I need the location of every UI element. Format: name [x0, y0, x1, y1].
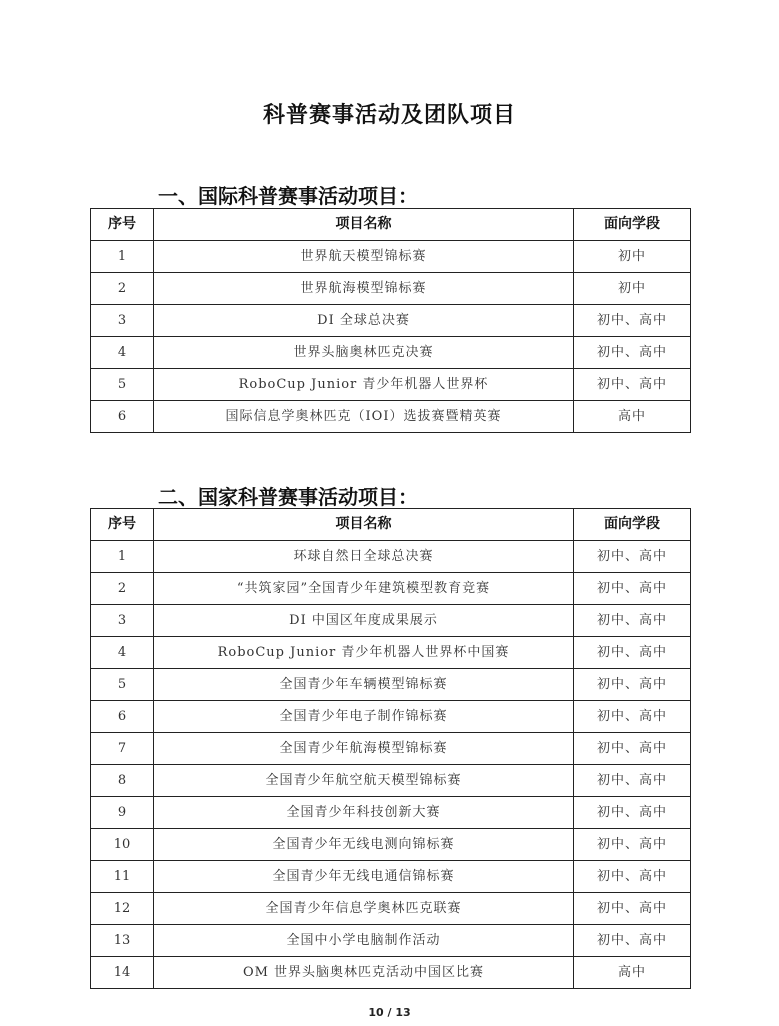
row-number: 5 — [91, 369, 154, 401]
row-number: 8 — [91, 765, 154, 797]
event-name: 全国青少年无线电测向锦标赛 — [154, 829, 574, 861]
school-stage: 初中、高中 — [574, 637, 691, 669]
event-name: OM 世界头脑奥林匹克活动中国区比赛 — [154, 957, 574, 989]
school-stage: 初中、高中 — [574, 369, 691, 401]
table-row — [91, 305, 691, 337]
row-number: 14 — [91, 957, 154, 989]
event-name: 全国青少年信息学奥林匹克联赛 — [154, 893, 574, 925]
page-number: 10 / 13 — [368, 1006, 411, 1019]
table-row — [91, 241, 691, 273]
column-header-number: 序号 — [91, 509, 154, 541]
table-row — [91, 669, 691, 701]
table-row — [91, 861, 691, 893]
school-stage: 初中、高中 — [574, 305, 691, 337]
event-name: 全国青少年无线电通信锦标赛 — [154, 861, 574, 893]
table-row — [91, 605, 691, 637]
event-name: 世界头脑奥林匹克决赛 — [154, 337, 574, 369]
row-number: 5 — [91, 669, 154, 701]
table-row — [91, 925, 691, 957]
row-number: 2 — [91, 273, 154, 305]
school-stage: 初中、高中 — [574, 605, 691, 637]
event-name: 全国青少年航空航天模型锦标赛 — [154, 765, 574, 797]
column-header-stage: 面向学段 — [574, 509, 691, 541]
school-stage: 初中、高中 — [574, 573, 691, 605]
document-title: 科普赛事活动及团队项目 — [262, 103, 516, 128]
national-events-table — [90, 508, 691, 989]
row-number: 2 — [91, 573, 154, 605]
school-stage: 初中 — [574, 241, 691, 273]
event-name: 环球自然日全球总决赛 — [154, 541, 574, 573]
school-stage: 初中、高中 — [574, 541, 691, 573]
row-number: 4 — [91, 637, 154, 669]
table-row — [91, 369, 691, 401]
school-stage: 初中、高中 — [574, 765, 691, 797]
row-number: 1 — [91, 541, 154, 573]
table-row — [91, 765, 691, 797]
row-number: 6 — [91, 401, 154, 433]
school-stage: 初中、高中 — [574, 925, 691, 957]
school-stage: 初中、高中 — [574, 893, 691, 925]
event-name: 世界航天模型锦标赛 — [154, 241, 574, 273]
event-name: RoboCup Junior 青少年机器人世界杯 — [154, 369, 574, 401]
section-heading-national: 二、国家科普赛事活动项目： — [158, 485, 418, 509]
table-row — [91, 573, 691, 605]
row-number: 3 — [91, 605, 154, 637]
table-row — [91, 273, 691, 305]
school-stage: 初中、高中 — [574, 861, 691, 893]
table-row — [91, 701, 691, 733]
row-number: 1 — [91, 241, 154, 273]
row-number: 10 — [91, 829, 154, 861]
event-name: “共筑家园”全国青少年建筑模型教育竞赛 — [154, 573, 574, 605]
event-name: 全国中小学电脑制作活动 — [154, 925, 574, 957]
column-header-name: 项目名称 — [154, 209, 574, 241]
event-name: RoboCup Junior 青少年机器人世界杯中国赛 — [154, 637, 574, 669]
row-number: 12 — [91, 893, 154, 925]
table-row — [91, 733, 691, 765]
row-number: 4 — [91, 337, 154, 369]
school-stage: 高中 — [574, 401, 691, 433]
event-name: DI 全球总决赛 — [154, 305, 574, 337]
table-row — [91, 337, 691, 369]
row-number: 13 — [91, 925, 154, 957]
column-header-number: 序号 — [91, 209, 154, 241]
table-row — [91, 637, 691, 669]
school-stage: 初中 — [574, 273, 691, 305]
school-stage: 初中、高中 — [574, 701, 691, 733]
event-name: 全国青少年电子制作锦标赛 — [154, 701, 574, 733]
column-header-stage: 面向学段 — [574, 209, 691, 241]
school-stage: 初中、高中 — [574, 797, 691, 829]
school-stage: 初中、高中 — [574, 829, 691, 861]
school-stage: 初中、高中 — [574, 337, 691, 369]
school-stage: 初中、高中 — [574, 669, 691, 701]
event-name: 全国青少年科技创新大赛 — [154, 797, 574, 829]
table-row — [91, 893, 691, 925]
table-row — [91, 797, 691, 829]
table-row — [91, 957, 691, 989]
row-number: 7 — [91, 733, 154, 765]
row-number: 6 — [91, 701, 154, 733]
table-header-row — [91, 509, 691, 541]
column-header-name: 项目名称 — [154, 509, 574, 541]
event-name: 国际信息学奥林匹克（IOI）选拔赛暨精英赛 — [154, 401, 574, 433]
table-row — [91, 401, 691, 433]
row-number: 9 — [91, 797, 154, 829]
event-name: 世界航海模型锦标赛 — [154, 273, 574, 305]
table-row — [91, 541, 691, 573]
event-name: 全国青少年航海模型锦标赛 — [154, 733, 574, 765]
international-events-table — [90, 208, 691, 433]
row-number: 3 — [91, 305, 154, 337]
event-name: DI 中国区年度成果展示 — [154, 605, 574, 637]
school-stage: 高中 — [574, 957, 691, 989]
table-header-row — [91, 209, 691, 241]
school-stage: 初中、高中 — [574, 733, 691, 765]
event-name: 全国青少年车辆模型锦标赛 — [154, 669, 574, 701]
section-heading-international: 一、国际科普赛事活动项目： — [158, 184, 418, 208]
table-row — [91, 829, 691, 861]
row-number: 11 — [91, 861, 154, 893]
